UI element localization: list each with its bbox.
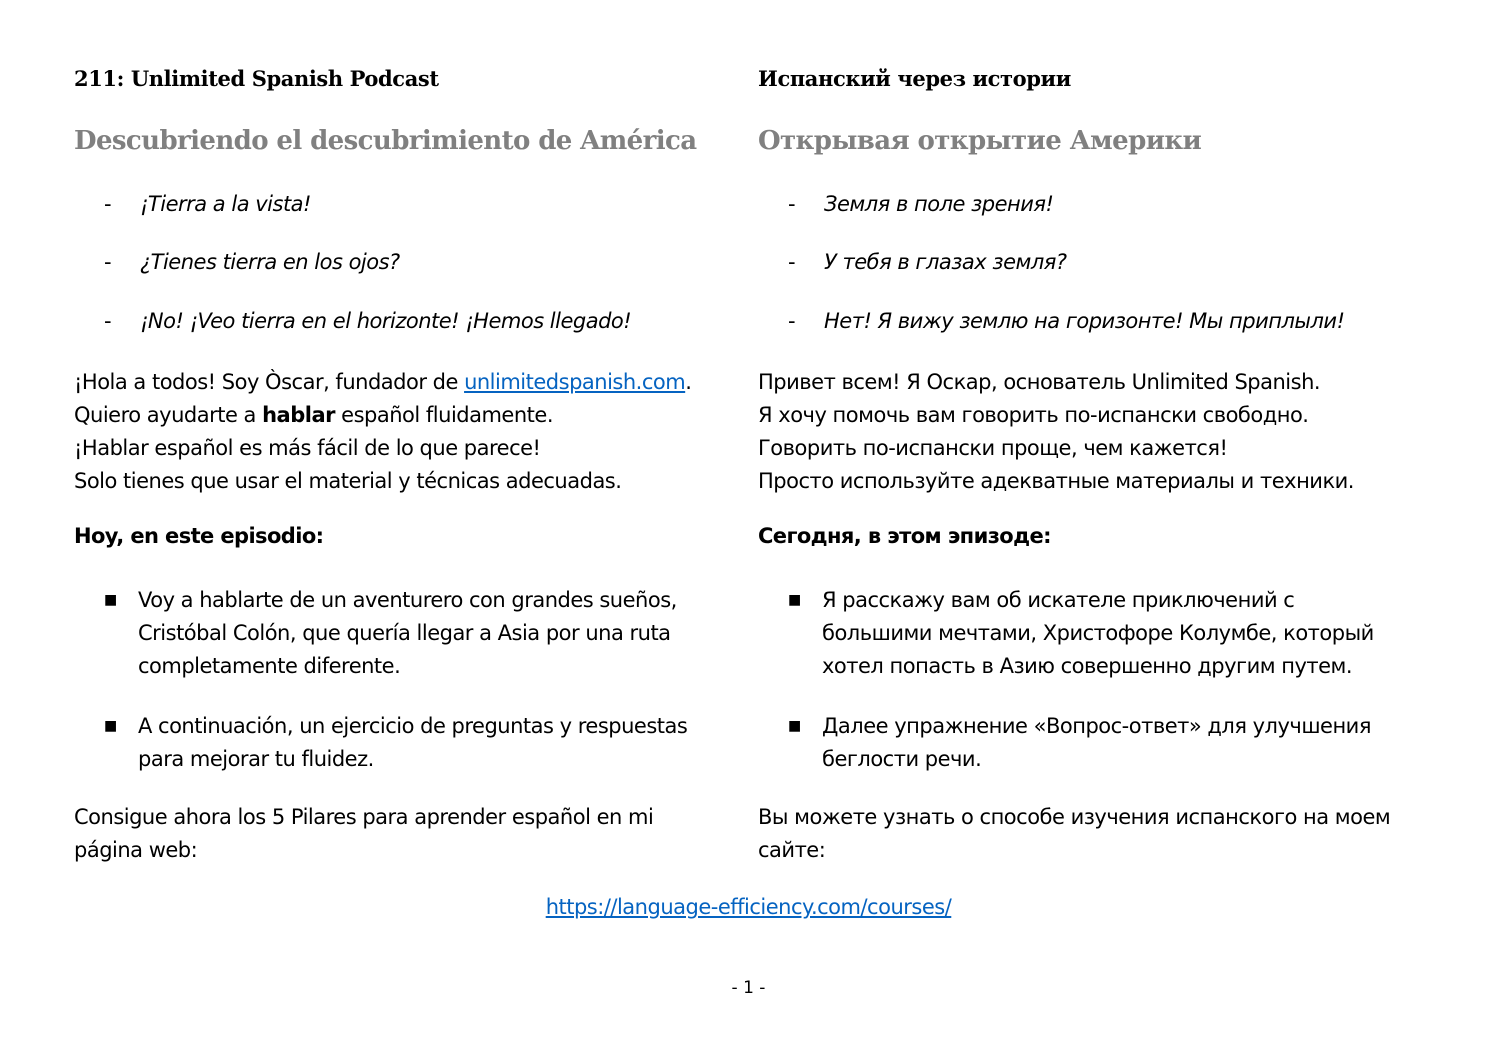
intro-line [74,366,691,399]
list-item-line: большими мечтами, Христофоре Колумбе, который [822,621,1374,645]
dialogue-line [788,309,1344,333]
intro-text: ¡Hola a todos! Soy Òscar, fundador de [74,370,465,394]
list-item-line: беглости речи. [822,747,982,771]
dash-mark: - [788,250,796,274]
dialogue-line [788,250,1067,274]
emphasis-text: hablar [262,403,335,427]
intro-line: Просто используйте адекватные материалы и техники. [758,469,1354,493]
outro-paragraph [74,801,653,867]
dialogue-text: ¡Tierra a la vista! [140,192,311,216]
outro-line: Consigue ahora los 5 Pilares para aprender español en mi [74,805,654,829]
dialogue-line [788,192,1053,216]
dialogue-text: ¡No! ¡Veo tierra en el horizonte! ¡Hemos llegado! [140,309,632,333]
intro-text: Quiero ayudarte a [74,403,263,427]
dash-mark: - [788,309,796,333]
intro-line: Говорить по-испански проще, чем кажется! [758,436,1228,460]
intro-line: Я хочу помочь вам говорить по-испански свободно. [758,403,1309,427]
outro-line: Вы можете узнать о способе изучения испанского на моем [758,805,1391,829]
bullet-square-icon: ■ [104,592,117,608]
courses-link-row [0,895,1497,919]
episode-title: Descubriendo el descubrimiento de América [74,126,697,156]
dialogue-text: Земля в поле зрения! [824,192,1054,216]
dialogue-text: Нет! Я вижу землю на горизонте! Мы приплыли! [824,309,1345,333]
list-item-line: A continuación, un ejercicio de preguntas y respuestas [138,714,688,738]
intro-text: español fluidamente. [335,403,553,427]
dash-mark: - [104,192,112,216]
intro-line [74,399,691,432]
unlimitedspanish-link[interactable]: unlimitedspanish.com [464,370,686,394]
list-item-line: хотел попасть в Азию совершенно другим путем. [822,654,1353,678]
list-item-text [138,710,687,776]
list-item-line: Cristóbal Colón, que quería llegar a Asia por una ruta [138,621,671,645]
podcast-header: 211: Unlimited Spanish Podcast [74,66,439,91]
courses-link[interactable]: https://language-efficiency.com/courses/ [545,895,952,919]
list-item-line: para mejorar tu fluidez. [138,747,374,771]
page-number: - 1 - [731,978,766,998]
dialogue-text: У тебя в глазах земля? [824,250,1067,274]
episode-section-heading: Hoy, en este episodio: [74,524,324,548]
list-item-text [822,584,1374,683]
intro-line: Привет всем! Я Оскар, основатель Unlimited Spanish. [758,370,1321,394]
bullet-square-icon: ■ [788,718,801,734]
dash-mark: - [104,309,112,333]
dash-mark: - [788,192,796,216]
bullet-square-icon: ■ [104,718,117,734]
episode-section-heading: Сегодня, в этом эпизоде: [758,524,1051,548]
list-item-line: Voy a hablarte de un aventurero con grandes sueños, [138,588,677,612]
list-item-line: Я расскажу вам об искателе приключений с [822,588,1295,612]
list-item-text [822,710,1371,776]
dialogue-text: ¿Tienes tierra en los ojos? [140,250,400,274]
list-item-text [138,584,677,683]
list-item-line: Далее упражнение «Вопрос-ответ» для улучшения [822,714,1371,738]
podcast-header: Испанский через истории [758,66,1071,91]
outro-paragraph [758,801,1390,867]
bullet-square-icon: ■ [788,592,801,608]
outro-line: página web: [74,838,198,862]
outro-line: сайте: [758,838,826,862]
dash-mark: - [104,250,112,274]
intro-text: . [685,370,692,394]
intro-paragraph [758,366,1354,498]
dialogue-line [104,309,631,333]
dialogue-line [104,192,311,216]
dialogue-line [104,250,400,274]
episode-title: Открывая открытие Америки [758,126,1202,156]
list-item-line: completamente diferente. [138,654,401,678]
intro-line: Solo tienes que usar el material y técnicas adecuadas. [74,469,622,493]
intro-paragraph [74,366,691,498]
intro-line: ¡Hablar español es más fácil de lo que parece! [74,436,541,460]
